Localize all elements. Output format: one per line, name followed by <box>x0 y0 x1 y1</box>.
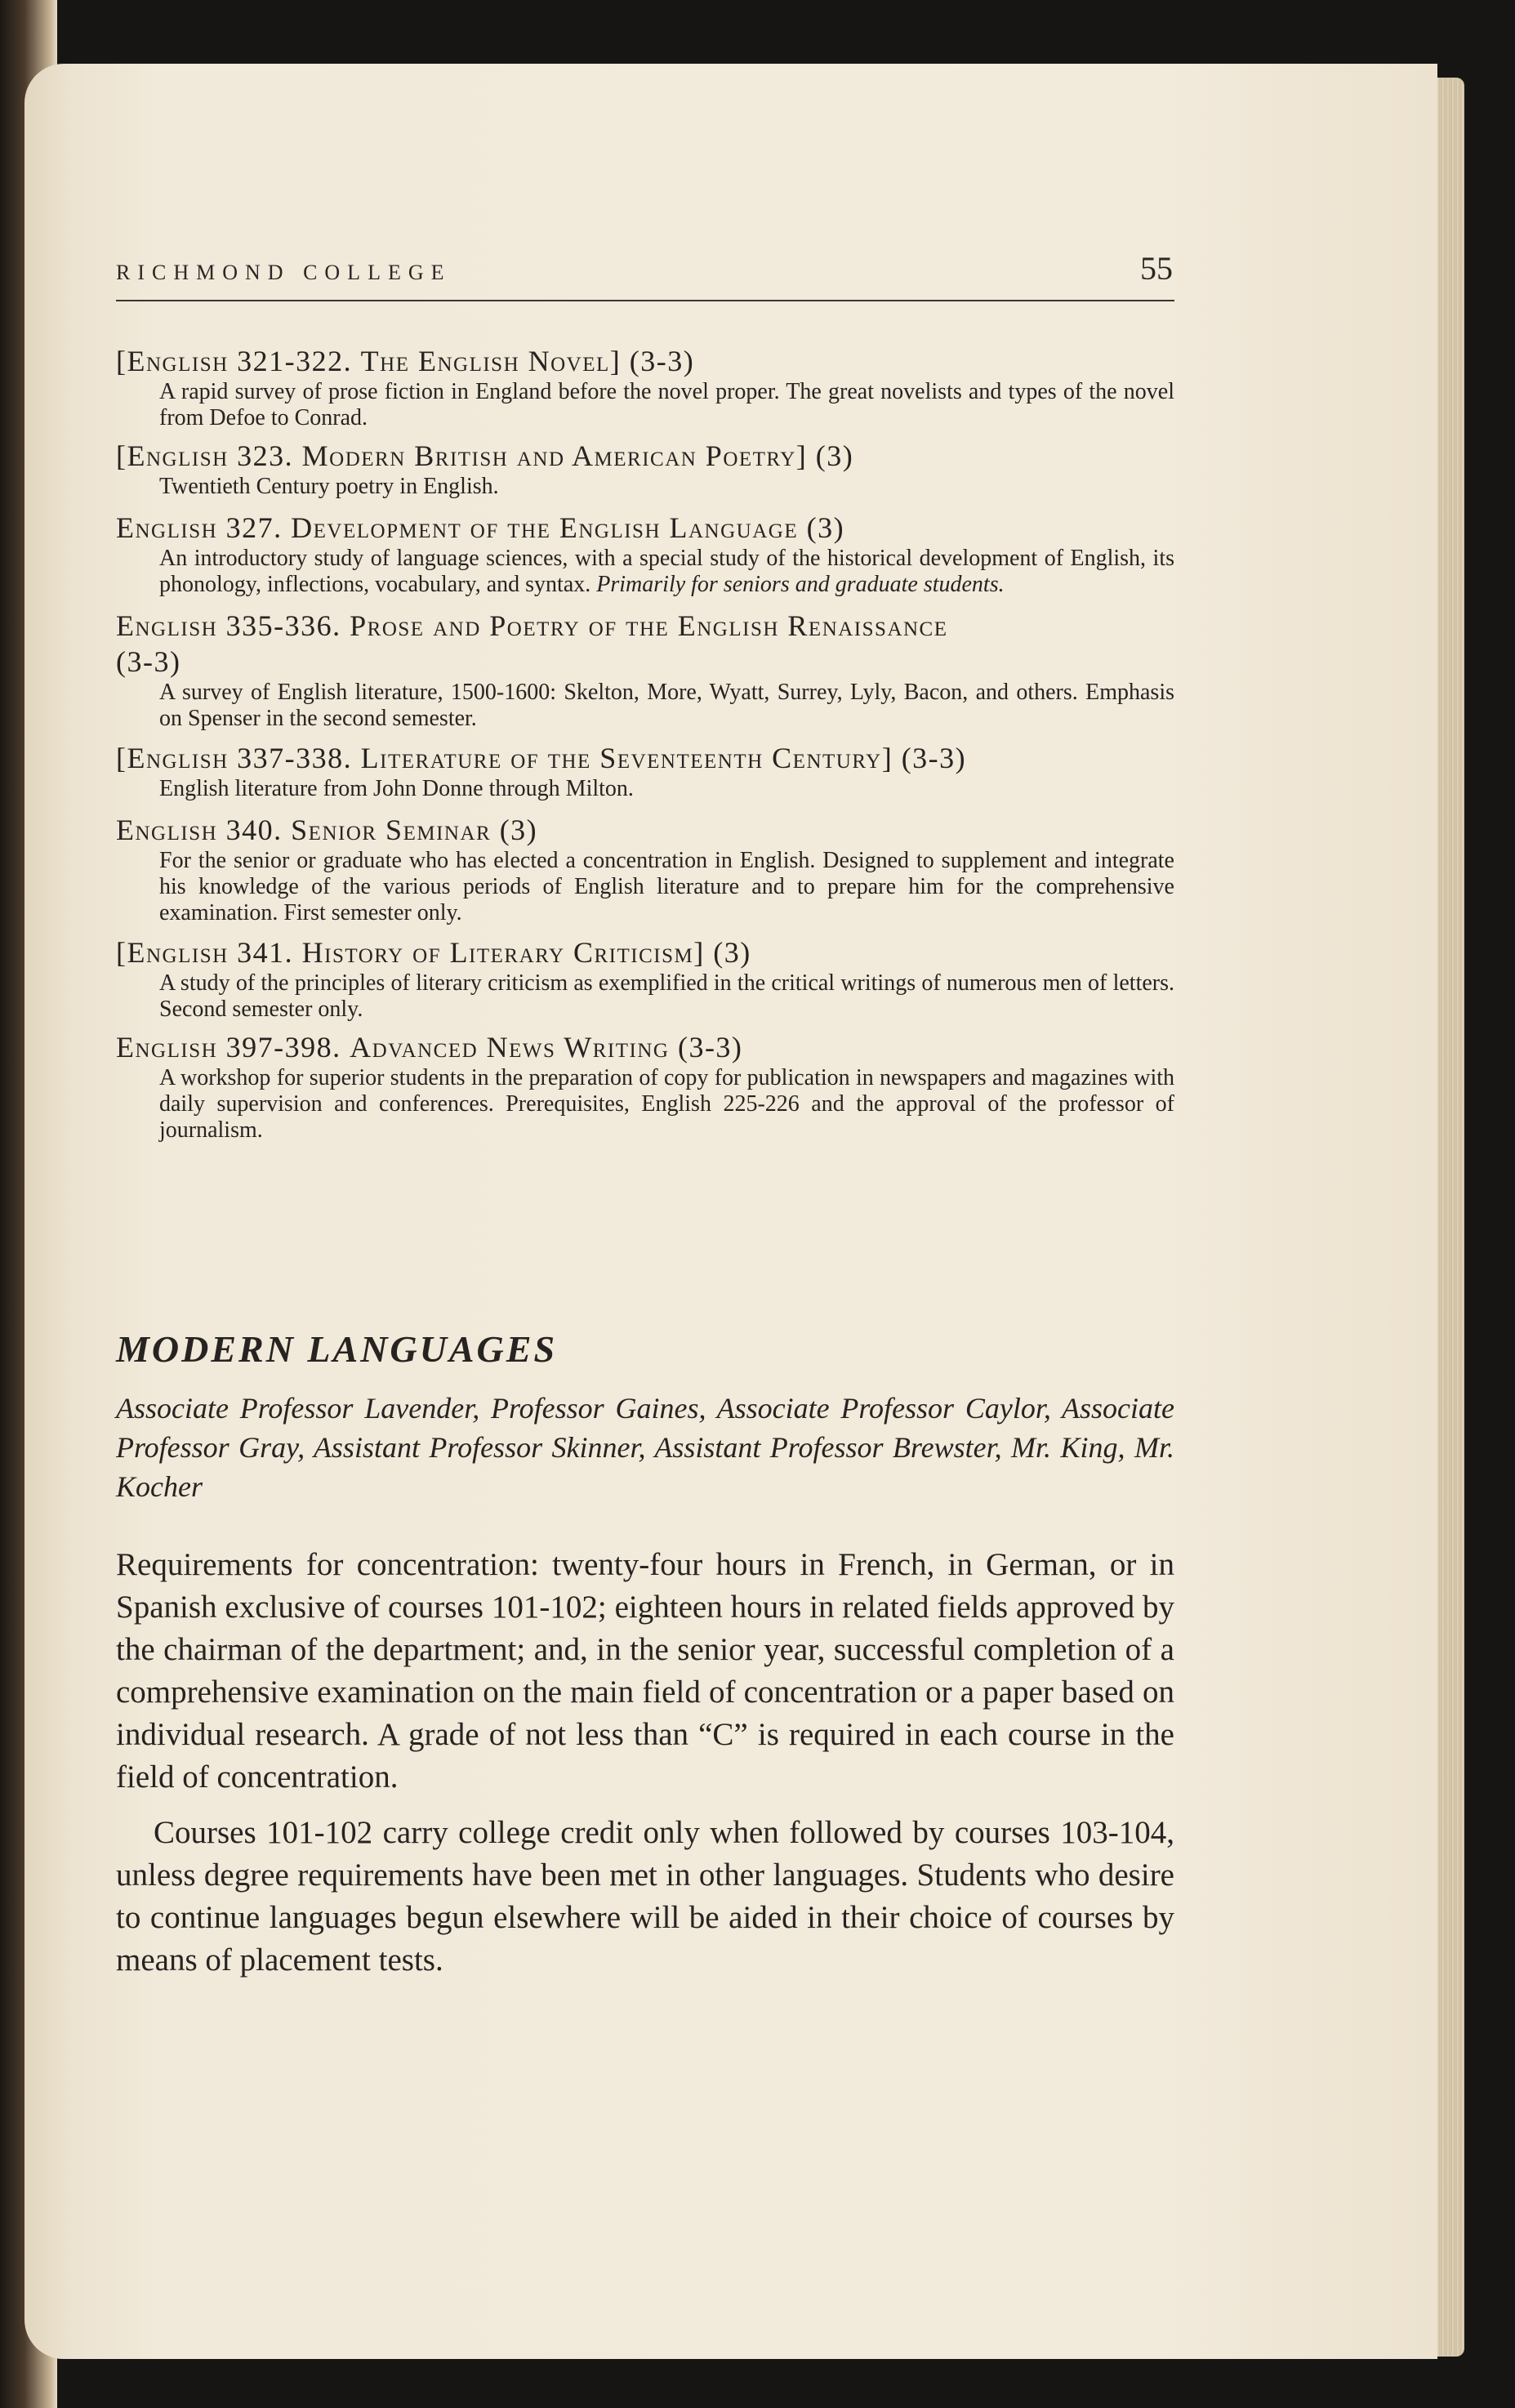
faculty-list: Associate Professor Lavender, Professor Gaines, Associate Professor Caylor, Associate Professor Gray, Assistant Professor Skinner, Assistant Professor Brewster, Mr. King, Mr. Kocher <box>116 1392 1174 1503</box>
requirements-paragraph: Requirements for concentration: twenty-four hours in French, in German, or in Spanish exclusive of courses 101-102; eighteen hours in related fields approved by the chairman of the department; and, in the senior year, successful completion of a comprehensive examination on the main field of concentration or a paper based on individual research. A grade of not less than “C” is required in each course in the field of concentration. <box>116 1547 1174 1795</box>
running-head: RICHMOND COLLEGE <box>116 261 452 284</box>
course-title: English 340. Senior Seminar (3) <box>116 814 538 846</box>
course-description: A workshop for superior students in the preparation of copy for publication in newspapers and magazines with daily supervision and conferences. Prerequisites, English 225-226 and the approval of the professor of journalism. <box>159 1065 1174 1143</box>
section-body <box>116 1544 1174 1982</box>
course-description: English literature from John Donne through Milton. <box>159 776 634 801</box>
course-description: Twentieth Century poetry in English. <box>159 474 499 499</box>
course-description: A survey of English literature, 1500-1600: Skelton, More, Wyatt, Surrey, Lyly, Bacon, and others. Emphasis on Spenser in the second semester. <box>159 680 1174 731</box>
placement-paragraph: Courses 101-102 carry college credit only when followed by courses 103-104, unless degree requirements have been met in other languages. Students who desire to continue languages begun elsewhere will be aided in their choice of courses by means of placement tests. <box>116 1815 1174 1978</box>
course-entry <box>116 934 1174 1023</box>
course-title: [English 321-322. The English Novel] (3-3) <box>116 345 695 377</box>
course-entry <box>116 343 1174 431</box>
course-description: A study of the principles of literary criticism as exemplified in the critical writings of numerous men of letters. Second semester only. <box>159 970 1174 1022</box>
course-title: [English 323. Modern British and American Poetry] (3) <box>116 439 854 472</box>
course-entry <box>116 812 1174 926</box>
page-header <box>116 249 1174 301</box>
section-heading: MODERN LANGUAGES <box>116 1328 558 1370</box>
course-title: [English 341. History of Literary Criticism] (3) <box>116 936 751 969</box>
course-description: A rapid survey of prose fiction in England before the novel proper. The great novelists and types of the novel from Defoe to Conrad. <box>159 379 1174 430</box>
course-description: For the senior or graduate who has elected a concentration in English. Designed to supplement and integrate his knowledge of the various periods of English literature and to prepare him for the comprehensive examination. First semester only. <box>159 848 1174 925</box>
page-number: 55 <box>1140 250 1173 287</box>
course-title: English 397-398. Advanced News Writing (3-3) <box>116 1031 743 1064</box>
course-entry <box>116 608 1174 732</box>
course-entry <box>116 740 1174 802</box>
course-description: An introductory study of language sciences, with a special study of the historical development of English, its phonology, inflections, vocabulary, and syntax. Primarily for seniors and graduate students. <box>159 546 1174 597</box>
course-title: English 335-336. Prose and Poetry of the English Renaissance (3-3) <box>116 609 948 678</box>
course-entry <box>116 510 1174 598</box>
course-entry <box>116 438 1174 500</box>
course-title: English 327. Development of the English Language (3) <box>116 511 845 544</box>
course-title: [English 337-338. Literature of the Seventeenth Century] (3-3) <box>116 742 967 774</box>
course-list <box>116 343 1174 1144</box>
course-entry <box>116 1029 1174 1144</box>
